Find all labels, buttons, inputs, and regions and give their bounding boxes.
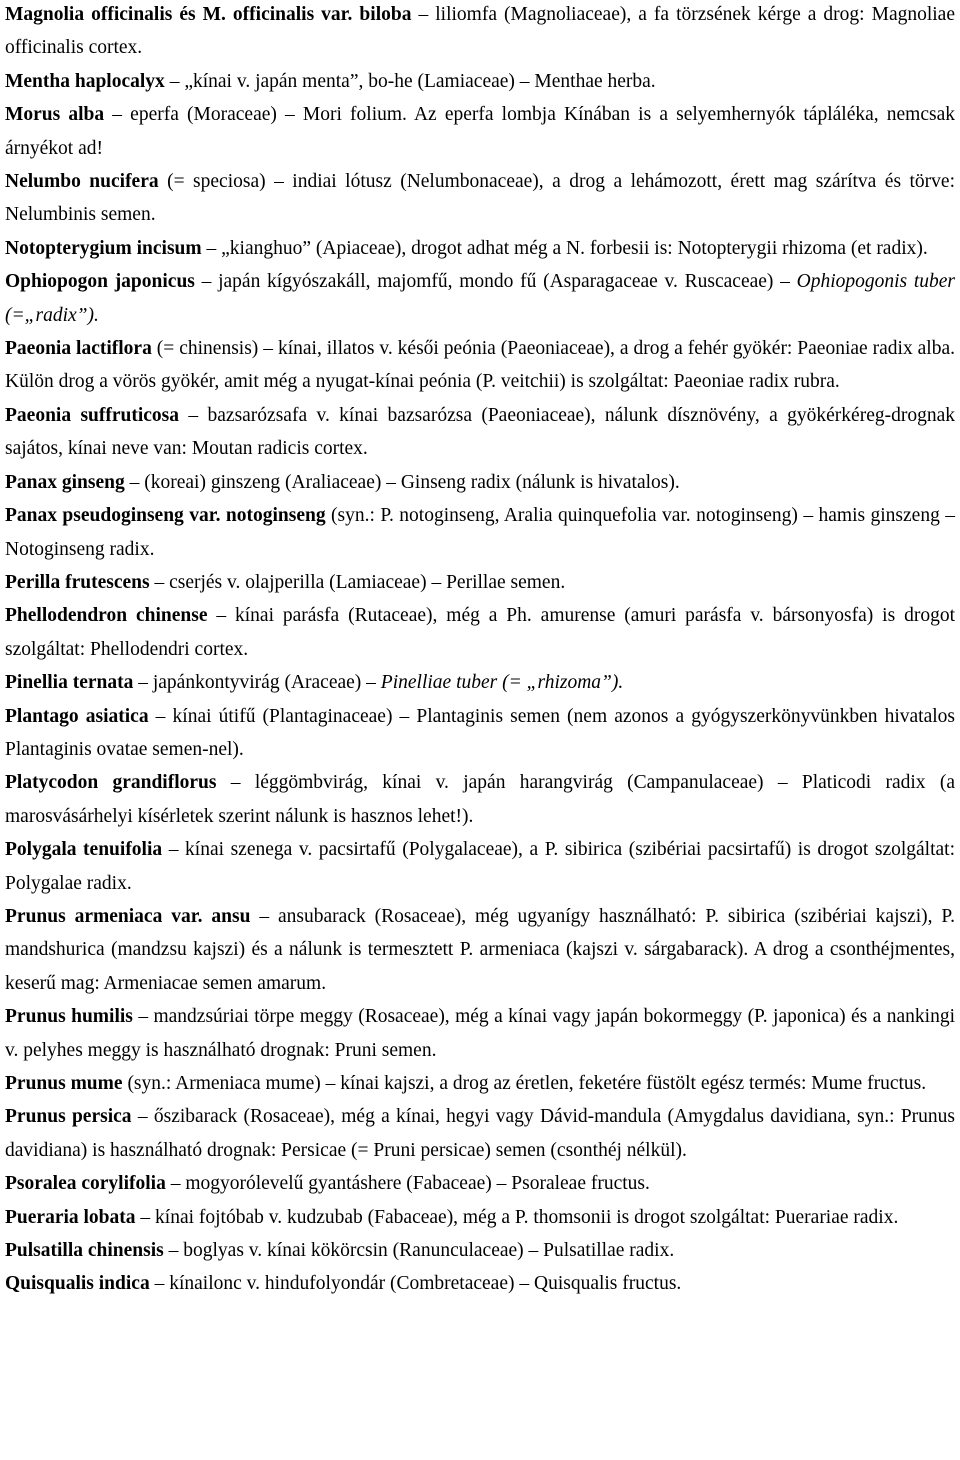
glossary-entry: [5, 65, 955, 98]
species-name: Mentha haplocalyx: [5, 70, 165, 92]
entry-description: (syn.: Armeniaca mume) – kínai kajszi, a drog az éretlen, feketére füstölt egész termés: Mume fructus.: [122, 1073, 927, 1094]
entry-description: – kínai szenega v. pacsirtafű (Polygalaceae), a P. sibirica (szibériai pacsirtafű) is drogot szolgáltat: Polygalae radix.: [5, 839, 955, 894]
drug-name-italic: Ophiopogonis tuber (=„radix”).: [5, 271, 956, 326]
species-name: Panax ginseng: [5, 471, 125, 493]
entry-description: – mogyorólevelű gyantáshere (Fabaceae) – Psoraleae fructus.: [165, 1173, 650, 1195]
species-name: Ophiopogon japonicus: [5, 271, 195, 293]
entry-description: – „kianghuo” (Apiaceae), drogot adhat még a N. forbesii is: Notopterygii rhizoma (et radix).: [201, 237, 928, 259]
species-name: Prunus persica: [5, 1106, 132, 1128]
glossary-entry: [5, 1100, 955, 1167]
species-name: Pinellia ternata: [5, 672, 134, 694]
entry-description: – mandzsúriai törpe meggy (Rosaceae), még a kínai vagy japán bokormeggy (P. japonica) és a nankingi v. pelyhes meggy is használható drognak: Pruni semen.: [5, 1006, 955, 1061]
entry-description: – liliomfa (Magnoliaceae), a fa törzsének kérge a drog: Magnoliae officinalis cortex.: [5, 4, 955, 59]
entry-description: – bazsarózsafa v. kínai bazsarózsa (Paeoniaceae), nálunk dísznövény, a gyökérkéreg-drognak sajátos, kínai neve van: Moutan radicis cortex.: [5, 404, 956, 460]
species-name: Quisqualis indica: [5, 1273, 150, 1295]
species-name: Prunus mume: [5, 1073, 123, 1094]
glossary-entry: [5, 165, 955, 232]
species-name: Prunus humilis: [5, 1006, 133, 1028]
glossary-entry: [5, 1201, 955, 1234]
glossary-entry: [5, 332, 955, 399]
entry-description: (= chinensis) – kínai, illatos v. késői peónia (Paeoniaceae), a drog a fehér gyökér: Paeoniae radix alba. Külön drog a vörös gyökér, amit még a nyugat-kínai peónia (P. veitchii) is szolgáltat: Paeoniae radix rubra.: [5, 338, 956, 393]
glossary-entry: [5, 399, 955, 466]
species-name: Notopterygium incisum: [5, 237, 202, 259]
entry-description: – (koreai) ginszeng (Araliaceae) – Ginseng radix (nálunk is hivatalos).: [124, 471, 680, 493]
species-name: Panax pseudoginseng var. notoginseng: [5, 505, 326, 527]
glossary-entry: [5, 900, 955, 1000]
glossary-entry: [5, 232, 955, 265]
glossary-entry: [5, 1167, 955, 1200]
entry-description: – eperfa (Moraceae) – Mori folium. Az eperfa lombja Kínában is a selyemhernyók tápláléka, nemcsak árnyékot ad!: [5, 104, 956, 159]
glossary-entry: [5, 1234, 955, 1267]
species-name: Polygala tenuifolia: [5, 839, 163, 861]
entry-description: – ansubarack (Rosaceae), még ugyanígy használható: P. sibirica (szibériai kajszi), P. mandshurica (mandzsu kajszi) és a nálunk is termesztett P. armeniaca (kajszi v. sárgabarack). A drog a csonthéjmentes, keserű mag: Armeniacae semen amarum.: [5, 905, 955, 994]
entry-description: – léggömbvirág, kínai v. japán harangvirág (Campanulaceae) – Platicodi radix (a marosvásárhelyi kísérletek szerint nálunk is hasznos lehet!).: [5, 772, 955, 827]
entry-description: – japán kígyószakáll, majomfű, mondo fű (Asparagaceae v. Ruscaceae) –: [194, 271, 797, 293]
glossary-entry-list: [5, 0, 955, 1301]
entry-description: – kínai parásfa (Rutaceae), még a Ph. amurense (amuri parásfa v. bársonyosfa) is drogot szolgáltat: Phellodendri cortex.: [5, 605, 955, 660]
glossary-entry: [5, 499, 955, 566]
species-name: Phellodendron chinense: [5, 605, 208, 627]
glossary-entry: [5, 0, 955, 65]
entry-description: – japánkontyvirág (Araceae) –: [133, 672, 381, 694]
glossary-entry: [5, 466, 955, 499]
entry-description: (= speciosa) – indiai lótusz (Nelumbonaceae), a drog a lehámozott, érett mag szárítva és törve: Nelumbinis semen.: [5, 171, 955, 226]
species-name: Paeonia lactiflora: [5, 338, 152, 360]
entry-description: – „kínai v. japán menta”, bo-he (Lamiaceae) – Menthae herba.: [164, 70, 656, 92]
glossary-entry: [5, 98, 955, 165]
glossary-entry: [5, 1067, 955, 1100]
species-name: Magnolia officinalis és M. officinalis var. biloba: [5, 4, 412, 25]
entry-description: (syn.: P. notoginseng, Aralia quinquefolia var. notoginseng) – hamis ginszeng – Notoginseng radix.: [5, 505, 955, 560]
glossary-entry: [5, 666, 955, 699]
species-name: Psoralea corylifolia: [5, 1173, 166, 1195]
species-name: Pulsatilla chinensis: [5, 1240, 164, 1262]
drug-name-italic: Pinelliae tuber (= „rhizoma”).: [380, 672, 624, 694]
glossary-entry: [5, 599, 955, 666]
species-name: Nelumbo nucifera: [5, 171, 159, 193]
entry-description: – kínai fojtóbab v. kudzubab (Fabaceae), még a P. thomsonii is drogot szolgáltat: Puerariae radix.: [135, 1206, 899, 1228]
entry-description: – kínailonc v. hindufolyondár (Combretaceae) – Quisqualis fructus.: [149, 1273, 682, 1295]
entry-description: – cserjés v. olajperilla (Lamiaceae) – Perillae semen.: [149, 571, 566, 593]
glossary-entry: [5, 700, 955, 767]
glossary-entry: [5, 766, 955, 833]
entry-description: – boglyas v. kínai kökörcsin (Ranunculaceae) – Pulsatillae radix.: [163, 1240, 675, 1262]
entry-description: – kínai útifű (Plantaginaceae) – Plantaginis semen (nem azonos a gyógyszerkönyvünkben hivatalos Plantaginis ovatae semen-nel).: [5, 705, 955, 760]
species-name: Plantago asiatica: [5, 705, 149, 727]
glossary-entry: [5, 1267, 955, 1300]
species-name: Perilla frutescens: [5, 571, 150, 593]
species-name: Morus alba: [5, 104, 105, 126]
glossary-entry: [5, 265, 955, 332]
glossary-entry: [5, 833, 955, 900]
species-name: Pueraria lobata: [5, 1206, 136, 1228]
species-name: Prunus armeniaca var. ansu: [5, 905, 251, 927]
species-name: Paeonia suffruticosa: [5, 404, 180, 426]
glossary-entry: [5, 1000, 955, 1067]
glossary-entry: [5, 566, 955, 599]
species-name: Platycodon grandiflorus: [5, 772, 217, 794]
entry-description: – őszibarack (Rosaceae), még a kínai, hegyi vagy Dávid-mandula (Amygdalus davidiana, syn.: Prunus davidiana) is használható drognak: Persicae (= Pruni persicae) semen (csonthéj nélkül).: [5, 1106, 956, 1161]
